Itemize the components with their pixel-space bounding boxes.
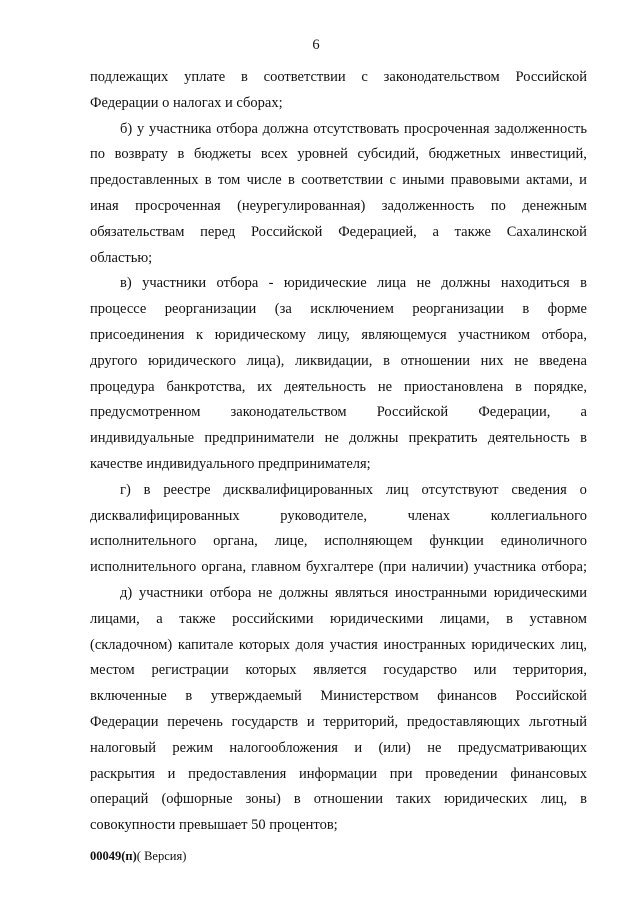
paragraph-continuation (90, 65, 587, 117)
text-line: (складочном) капитале которых доля участия иностранных юридических лиц, (90, 636, 587, 653)
paragraph-d (90, 581, 587, 839)
document-code: 00049(п) (90, 849, 137, 863)
text-line: другого юридического лица), ликвидации, в отношении них не введена (90, 352, 587, 369)
text-line: обязательствам перед Российской Федерацией, а также Сахалинской (90, 223, 587, 240)
text-line: процессе реорганизации (за исключением реорганизации в форме (90, 301, 587, 318)
paragraph-g (90, 478, 587, 581)
text-line: по возврату в бюджеты всех уровней субсидий, бюджетных инвестиций, (90, 146, 587, 163)
document-body (90, 65, 587, 839)
text-line: процедура банкротства, их деятельность не приостановлена в порядке, (90, 378, 587, 395)
text-line: подлежащих уплате в соответствии с законодательством Российской (90, 69, 587, 85)
text-line: областью; (90, 249, 153, 266)
text-line: совокупности превышает 50 процентов; (90, 817, 338, 834)
text-line: предусмотренном законодательством Российской Федерации, а (90, 404, 587, 421)
text-line: присоединения к юридическому лицу, являющемуся участником отбора, (90, 326, 587, 343)
document-version: ( Версия) (136, 849, 187, 863)
text-line: в) участники отбора - юридические лица не должны находиться в (120, 275, 587, 292)
text-line: местом регистрации которых является государство или территория, (90, 662, 587, 679)
text-line: качестве индивидуального предпринимателя; (90, 455, 371, 472)
paragraph-b (90, 117, 587, 272)
text-line: операций (офшорные зоны) в отношении таких юридических лиц, в (90, 791, 587, 808)
text-line: исполнительного органа, главном бухгалтере (при наличии) участника отбора; (90, 559, 587, 576)
text-line: лицами, а также российскими юридическими лицами, в уставном (90, 610, 587, 627)
text-line: предоставленных в том числе в соответствии с иными правовыми актами, и (90, 172, 587, 189)
text-line: г) в реестре дисквалифицированных лиц отсутствуют сведения о (120, 481, 587, 498)
text-line: исполнительного органа, лице, исполняющем функции единоличного (90, 533, 587, 550)
text-line: раскрытия и предоставления информации при проведении финансовых (90, 765, 587, 782)
text-line: д) участники отбора не должны являться иностранными юридическими (120, 584, 587, 601)
text-line: Федерации перечень государств и территорий, предоставляющих льготный (90, 713, 587, 730)
paragraph-v (90, 271, 587, 477)
text-line: иная просроченная (неурегулированная) задолженность по денежным (90, 197, 587, 214)
text-line: Федерации о налогах и сборах; (90, 94, 283, 111)
text-line: включенные в утверждаемый Министерством финансов Российской (90, 688, 587, 705)
text-line: дисквалифицированных руководителе, членах коллегиального (90, 507, 587, 524)
document-footer (90, 848, 186, 864)
text-line: б) у участника отбора должна отсутствовать просроченная задолженность (120, 120, 587, 137)
text-line: индивидуальные предприниматели не должны прекратить деятельность в (90, 430, 587, 447)
text-line: налоговый режим налогообложения и (или) не предусматривающих (90, 739, 587, 756)
page-number: 6 (312, 37, 320, 53)
